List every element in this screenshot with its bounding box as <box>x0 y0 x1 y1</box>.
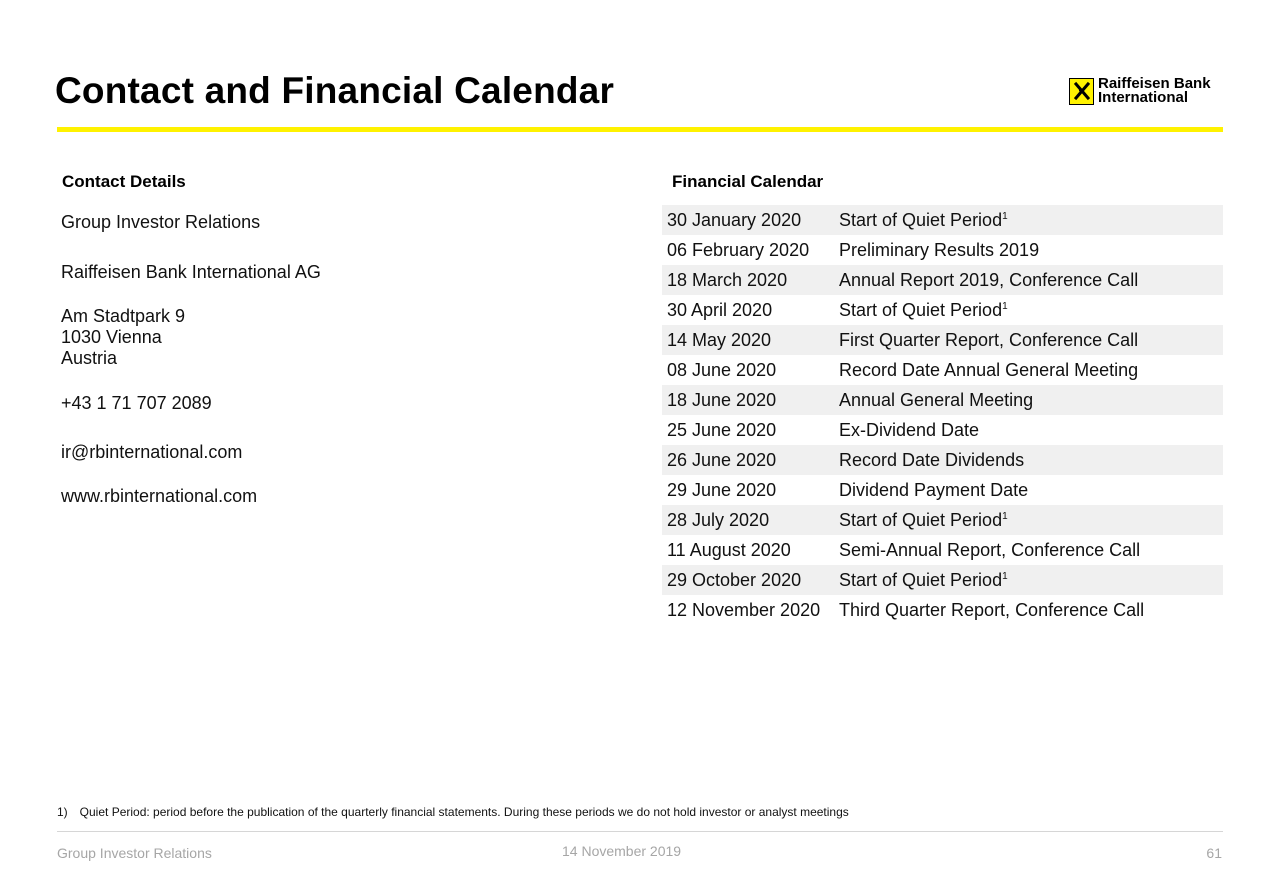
calendar-event <box>839 390 1223 411</box>
calendar-event <box>839 570 1223 591</box>
calendar-event-text: Annual Report 2019, Conference Call <box>839 269 1139 290</box>
footnote <box>57 805 849 819</box>
calendar-event-text: Ex-Dividend Date <box>839 419 980 440</box>
calendar-event <box>839 240 1223 261</box>
calendar-date: 26 June 2020 <box>667 449 777 470</box>
calendar-date: 18 June 2020 <box>667 389 777 410</box>
calendar-row <box>662 355 1223 385</box>
footnote-reference: 1 <box>1002 510 1008 522</box>
calendar-event <box>839 420 1223 441</box>
contact-details-heading: Contact Details <box>62 172 186 191</box>
calendar-row <box>662 235 1223 265</box>
calendar-row <box>662 595 1223 625</box>
contact-phone: +43 1 71 707 2089 <box>61 393 212 413</box>
calendar-date: 29 October 2020 <box>667 569 802 590</box>
contact-website[interactable]: www.rbinternational.com <box>61 486 258 506</box>
calendar-date: 06 February 2020 <box>667 239 810 260</box>
calendar-event-text: Third Quarter Report, Conference Call <box>839 599 1145 620</box>
calendar-date: 12 November 2020 <box>667 599 821 620</box>
calendar-date: 30 January 2020 <box>667 209 802 230</box>
calendar-row <box>662 505 1223 535</box>
calendar-date: 28 July 2020 <box>667 509 770 530</box>
footer-date: 14 November 2019 <box>562 843 682 859</box>
calendar-event <box>839 450 1223 471</box>
calendar-event-text: Start of Quiet Period <box>839 569 1003 590</box>
calendar-row <box>662 565 1223 595</box>
calendar-event <box>839 540 1223 561</box>
calendar-event-text: Preliminary Results 2019 <box>839 239 1040 260</box>
calendar-row <box>662 445 1223 475</box>
calendar-event-text: Semi-Annual Report, Conference Call <box>839 539 1141 560</box>
calendar-row <box>662 535 1223 565</box>
calendar-event-text: Record Date Annual General Meeting <box>839 359 1139 380</box>
footnote-reference: 1 <box>1002 210 1008 222</box>
calendar-event <box>839 510 1223 531</box>
contact-company: Raiffeisen Bank International AG <box>61 262 321 282</box>
footer-department: Group Investor Relations <box>57 845 212 861</box>
calendar-event <box>839 330 1223 351</box>
header-divider <box>57 127 1223 132</box>
calendar-row <box>662 325 1223 355</box>
calendar-row <box>662 415 1223 445</box>
page-title: Contact and Financial Calendar <box>55 70 615 111</box>
calendar-row <box>662 265 1223 295</box>
calendar-row <box>662 475 1223 505</box>
page-number: 61 <box>1206 845 1222 861</box>
contact-country: Austria <box>61 348 118 368</box>
calendar-row <box>662 385 1223 415</box>
calendar-event-text: Start of Quiet Period <box>839 299 1003 320</box>
calendar-date: 18 March 2020 <box>667 269 788 290</box>
calendar-event-text: Annual General Meeting <box>839 389 1034 410</box>
calendar-event <box>839 210 1223 231</box>
contact-email[interactable]: ir@rbinternational.com <box>61 442 243 462</box>
contact-city: 1030 Vienna <box>61 327 162 347</box>
calendar-event <box>839 480 1223 501</box>
calendar-date: 25 June 2020 <box>667 419 777 440</box>
calendar-date: 08 June 2020 <box>667 359 777 380</box>
calendar-row <box>662 205 1223 235</box>
calendar-row <box>662 295 1223 325</box>
financial-calendar-heading: Financial Calendar <box>672 172 824 191</box>
footnote-text: Quiet Period: period before the publication of the quarterly financial statements. During these periods we do not hold investor or analyst meetings <box>79 805 849 819</box>
contact-street: Am Stadtpark 9 <box>61 306 186 326</box>
company-logo <box>1069 76 1211 106</box>
footer-divider <box>57 831 1223 832</box>
calendar-event <box>839 270 1223 291</box>
footnote-reference: 1 <box>1002 570 1008 582</box>
calendar-date: 11 August 2020 <box>667 539 791 560</box>
calendar-event <box>839 600 1223 621</box>
logo-line-1: Raiffeisen Bank <box>1098 75 1211 92</box>
calendar-event-text: Dividend Payment Date <box>839 479 1029 500</box>
calendar-event-text: Start of Quiet Period <box>839 209 1003 230</box>
contact-department: Group Investor Relations <box>61 212 261 232</box>
raiffeisen-gable-cross-icon <box>1069 78 1094 105</box>
calendar-event-text: Record Date Dividends <box>839 449 1025 470</box>
calendar-date: 29 June 2020 <box>667 479 777 500</box>
calendar-event <box>839 360 1223 381</box>
calendar-event-text: First Quarter Report, Conference Call <box>839 329 1139 350</box>
calendar-event-text: Start of Quiet Period <box>839 509 1003 530</box>
logo-wordmark <box>1098 77 1211 105</box>
calendar-event <box>839 300 1223 321</box>
footnote-marker: 1) <box>57 805 68 819</box>
footnote-reference: 1 <box>1002 300 1008 312</box>
logo-line-2: International <box>1098 89 1189 106</box>
financial-calendar-table <box>662 205 1223 625</box>
calendar-date: 14 May 2020 <box>667 329 772 350</box>
calendar-date: 30 April 2020 <box>667 299 773 320</box>
